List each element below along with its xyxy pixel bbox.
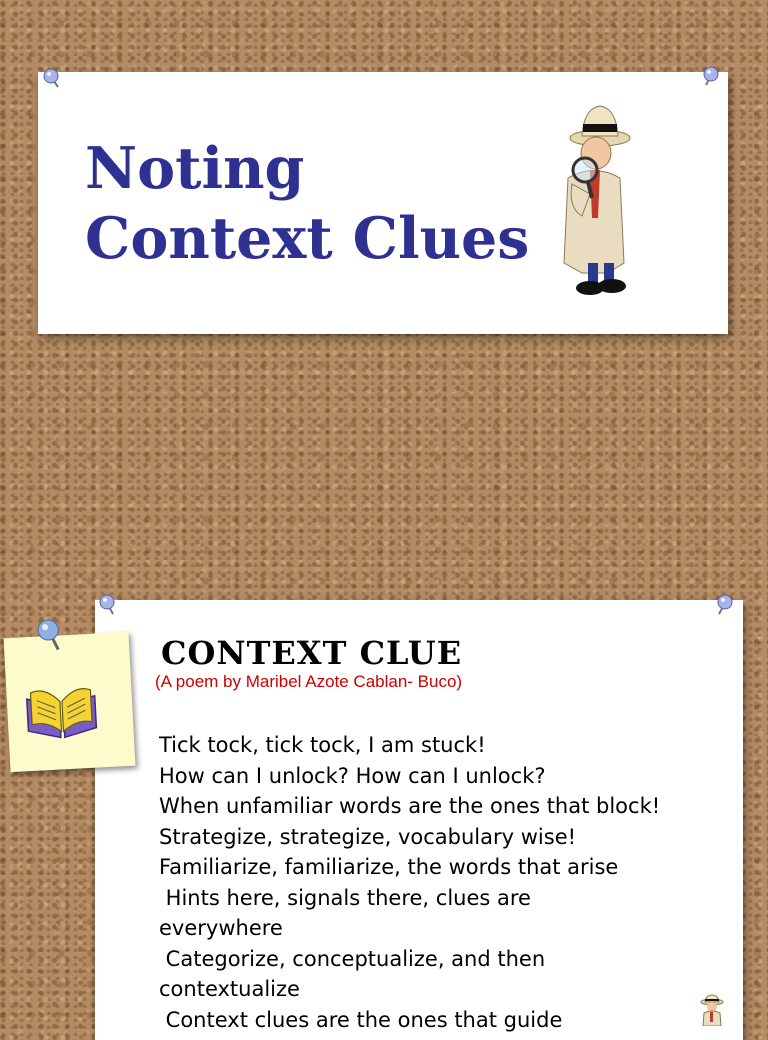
poem-line: How can I unlock? How can I unlock?	[159, 763, 546, 788]
poem-line: When unfamiliar words are the ones that block!	[159, 794, 661, 818]
pushpin-icon	[713, 594, 735, 616]
pushpin-icon	[42, 68, 64, 90]
detective-icon	[697, 994, 727, 1026]
poem-line: contextualize	[159, 977, 300, 1001]
pushpin-icon	[97, 594, 119, 616]
open-book-icon	[20, 675, 103, 743]
poem-line: Hints here, signals there, clues are	[159, 885, 531, 910]
poem-line: Categorize, conceptualize, and then	[159, 946, 546, 971]
poem-line: Context clues are the ones that guide	[159, 1007, 563, 1032]
page-title	[85, 134, 529, 274]
poem-heading: CONTEXT CLUE	[161, 634, 463, 672]
pushpin-icon	[700, 66, 722, 88]
pushpin-icon	[33, 617, 71, 655]
sticky-note	[4, 632, 136, 772]
poem-line: Familiarize, familiarize, the words that arise	[159, 855, 619, 879]
poem-line: Strategize, strategize, vocabulary wise!	[159, 824, 577, 849]
title-slide	[38, 72, 728, 334]
poem-author: (A poem by Maribel Azote Cablan- Buco)	[155, 672, 463, 691]
poem-slide	[95, 600, 743, 1040]
title-line-1: Noting	[85, 135, 305, 202]
poem-line: Tick tock, tick tock, I am stuck!	[159, 733, 486, 757]
title-line-2: Context Clues	[85, 205, 530, 272]
poem-line: everywhere	[159, 916, 283, 940]
detective-icon	[538, 98, 648, 303]
poem-body	[159, 730, 719, 1035]
